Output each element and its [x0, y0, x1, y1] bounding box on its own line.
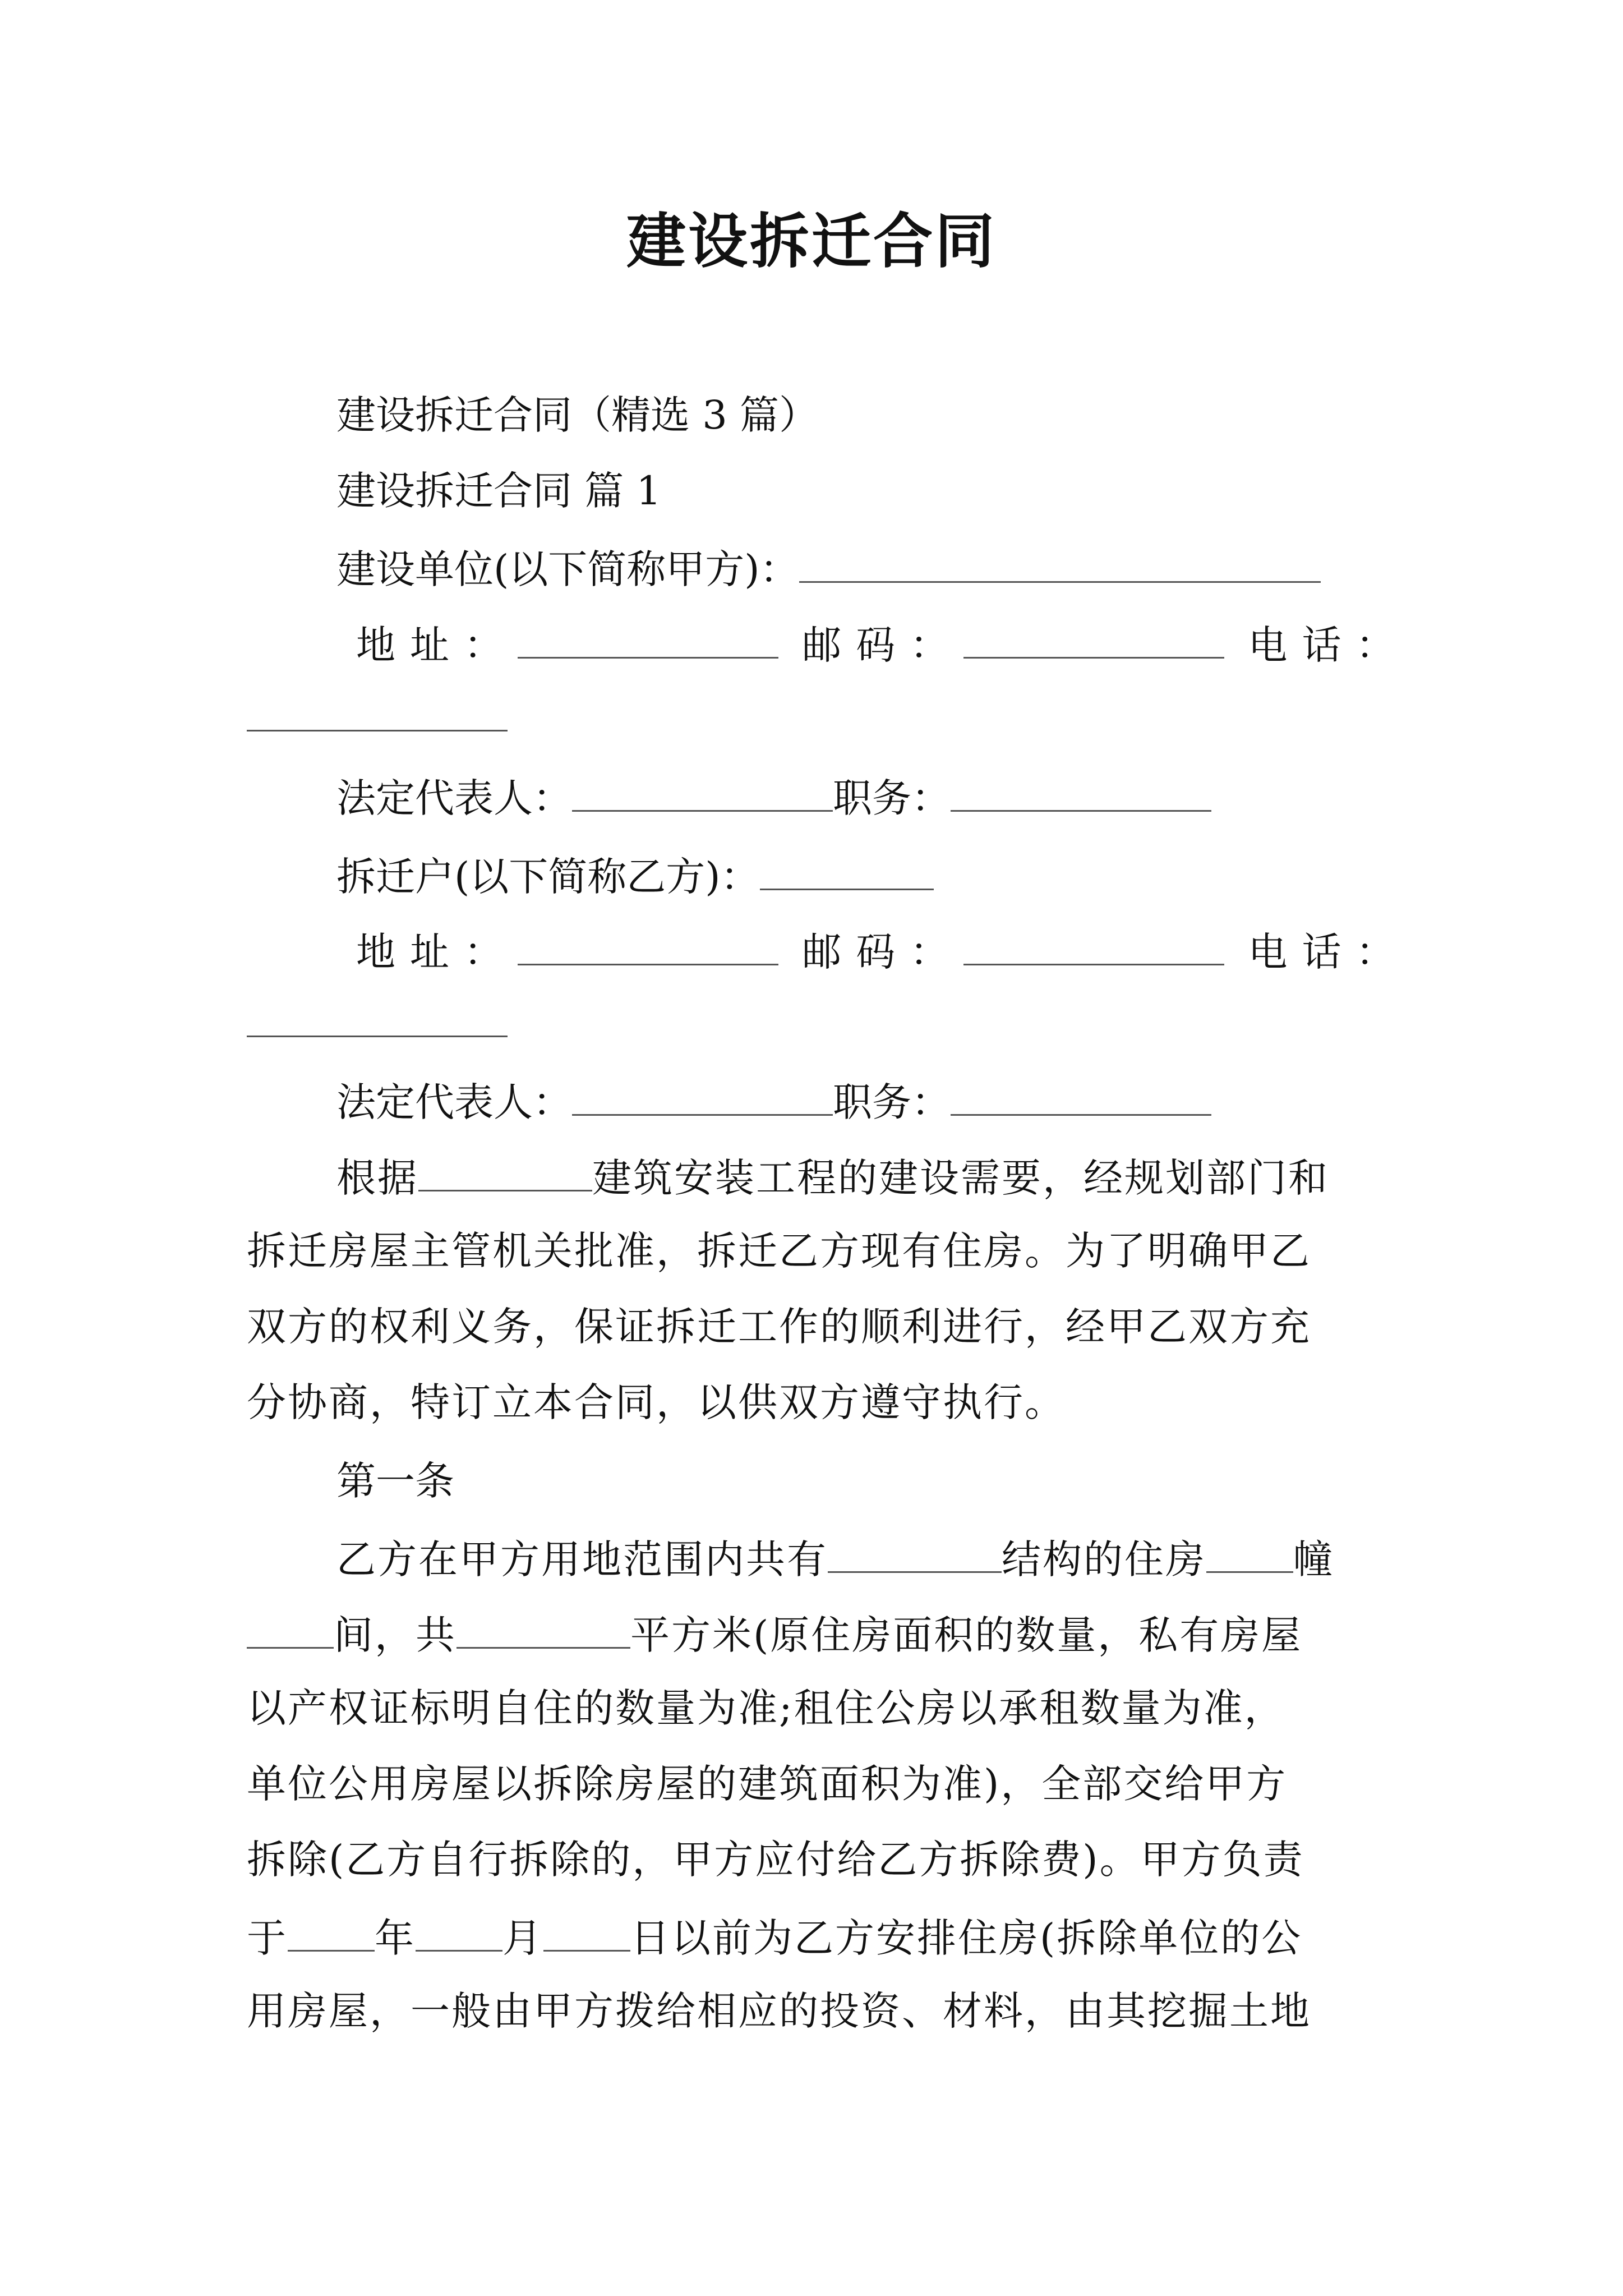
- preamble-text: 根据: [336, 1155, 418, 1201]
- party-b-line: [336, 846, 934, 905]
- article-1-line-2: [247, 1604, 1302, 1663]
- party-a-address-blank[interactable]: [518, 614, 778, 659]
- preamble-line-3: 双方的权利义务，保证拆迁工作的顺利进行，经甲乙双方充: [247, 1304, 1311, 1350]
- article-text: 于: [247, 1915, 288, 1961]
- address-label: 地址：: [356, 622, 518, 668]
- article-1-line-5: 拆除(乙方自行拆除的，甲方应付给乙方拆除费)。甲方负责: [247, 1837, 1304, 1883]
- article-text: 间，共: [334, 1612, 457, 1658]
- party-a-postcode-blank[interactable]: [963, 614, 1224, 659]
- phone-label: 电话：: [1248, 929, 1410, 975]
- party-b-phone-blank[interactable]: [247, 993, 508, 1037]
- article-text: 结构的住房: [1002, 1536, 1206, 1582]
- area-blank[interactable]: [457, 1604, 630, 1649]
- article-text: 乙方在甲方用地范围内共有: [336, 1536, 828, 1582]
- party-a-rep-line: [336, 767, 1211, 826]
- article-text: 月: [502, 1915, 543, 1961]
- month-blank[interactable]: [416, 1907, 502, 1952]
- party-a-name-blank[interactable]: [799, 539, 1321, 583]
- article-1-line-3: 以产权证标明自住的数量为准;租住公房以承租数量为准，: [247, 1685, 1285, 1731]
- year-blank[interactable]: [288, 1907, 375, 1952]
- party-b-label: 拆迁户(以下简称乙方)：: [336, 854, 760, 900]
- party-b-address-blank[interactable]: [518, 921, 778, 965]
- document-title: 建设拆迁合同: [626, 206, 997, 276]
- phone-label: 电话：: [1248, 622, 1410, 668]
- part-heading: 建设拆迁合同 篇 1: [336, 468, 662, 514]
- legal-rep-label: 法定代表人：: [336, 775, 572, 821]
- article-text: 平方米(原住房面积的数量，私有房屋: [630, 1612, 1303, 1658]
- building-count-blank[interactable]: [1206, 1529, 1293, 1573]
- article-text: 幢: [1293, 1536, 1334, 1582]
- preamble-line-1: [336, 1147, 1329, 1206]
- preamble-line-2: 拆迁房屋主管机关批准，拆迁乙方现有住房。为了明确甲乙: [247, 1228, 1311, 1274]
- preamble-text: 建筑安装工程的建设需要，经规划部门和: [592, 1155, 1329, 1201]
- article-1-heading: 第一条: [336, 1458, 454, 1504]
- party-a-phone-line: [247, 687, 508, 746]
- article-1-line-7: 用房屋，一般由甲方拨给相应的投资、材料，由其挖掘土地: [247, 1988, 1311, 2034]
- position-label: 职务：: [833, 775, 951, 821]
- position-label: 职务：: [833, 1079, 951, 1125]
- subtitle: 建设拆迁合同（精选 3 篇）: [336, 392, 819, 438]
- article-1-line-1: [336, 1529, 1334, 1588]
- article-1-line-6: [247, 1907, 1302, 1966]
- party-a-label: 建设单位(以下简称甲方)：: [336, 546, 799, 592]
- preamble-line-4: 分协商，特订立本合同，以供双方遵守执行。: [247, 1379, 1066, 1425]
- postcode-label: 邮码：: [802, 929, 964, 975]
- party-a-line: [336, 539, 1321, 597]
- project-name-blank[interactable]: [418, 1147, 592, 1191]
- day-blank[interactable]: [543, 1907, 630, 1952]
- party-b-postcode-blank[interactable]: [963, 921, 1224, 965]
- party-b-position-blank[interactable]: [951, 1071, 1211, 1116]
- party-a-phone-blank[interactable]: [247, 687, 508, 731]
- party-a-contact-line: [356, 614, 1410, 673]
- party-b-rep-line: [336, 1071, 1211, 1130]
- party-b-rep-blank[interactable]: [572, 1071, 833, 1116]
- room-count-blank[interactable]: [247, 1604, 334, 1649]
- article-text: 年: [375, 1915, 416, 1961]
- party-b-contact-line: [356, 921, 1410, 980]
- party-a-rep-blank[interactable]: [572, 767, 833, 812]
- address-label: 地址：: [356, 929, 518, 975]
- party-b-name-blank[interactable]: [760, 846, 934, 890]
- party-a-position-blank[interactable]: [951, 767, 1211, 812]
- party-b-phone-line: [247, 993, 508, 1052]
- article-1-line-4: 单位公用房屋以拆除房屋的建筑面积为准)，全部交给甲方: [247, 1761, 1288, 1807]
- postcode-label: 邮码：: [802, 622, 964, 668]
- article-text: 日以前为乙方安排住房(拆除单位的公: [630, 1915, 1303, 1961]
- structure-type-blank[interactable]: [828, 1529, 1002, 1573]
- legal-rep-label: 法定代表人：: [336, 1079, 572, 1125]
